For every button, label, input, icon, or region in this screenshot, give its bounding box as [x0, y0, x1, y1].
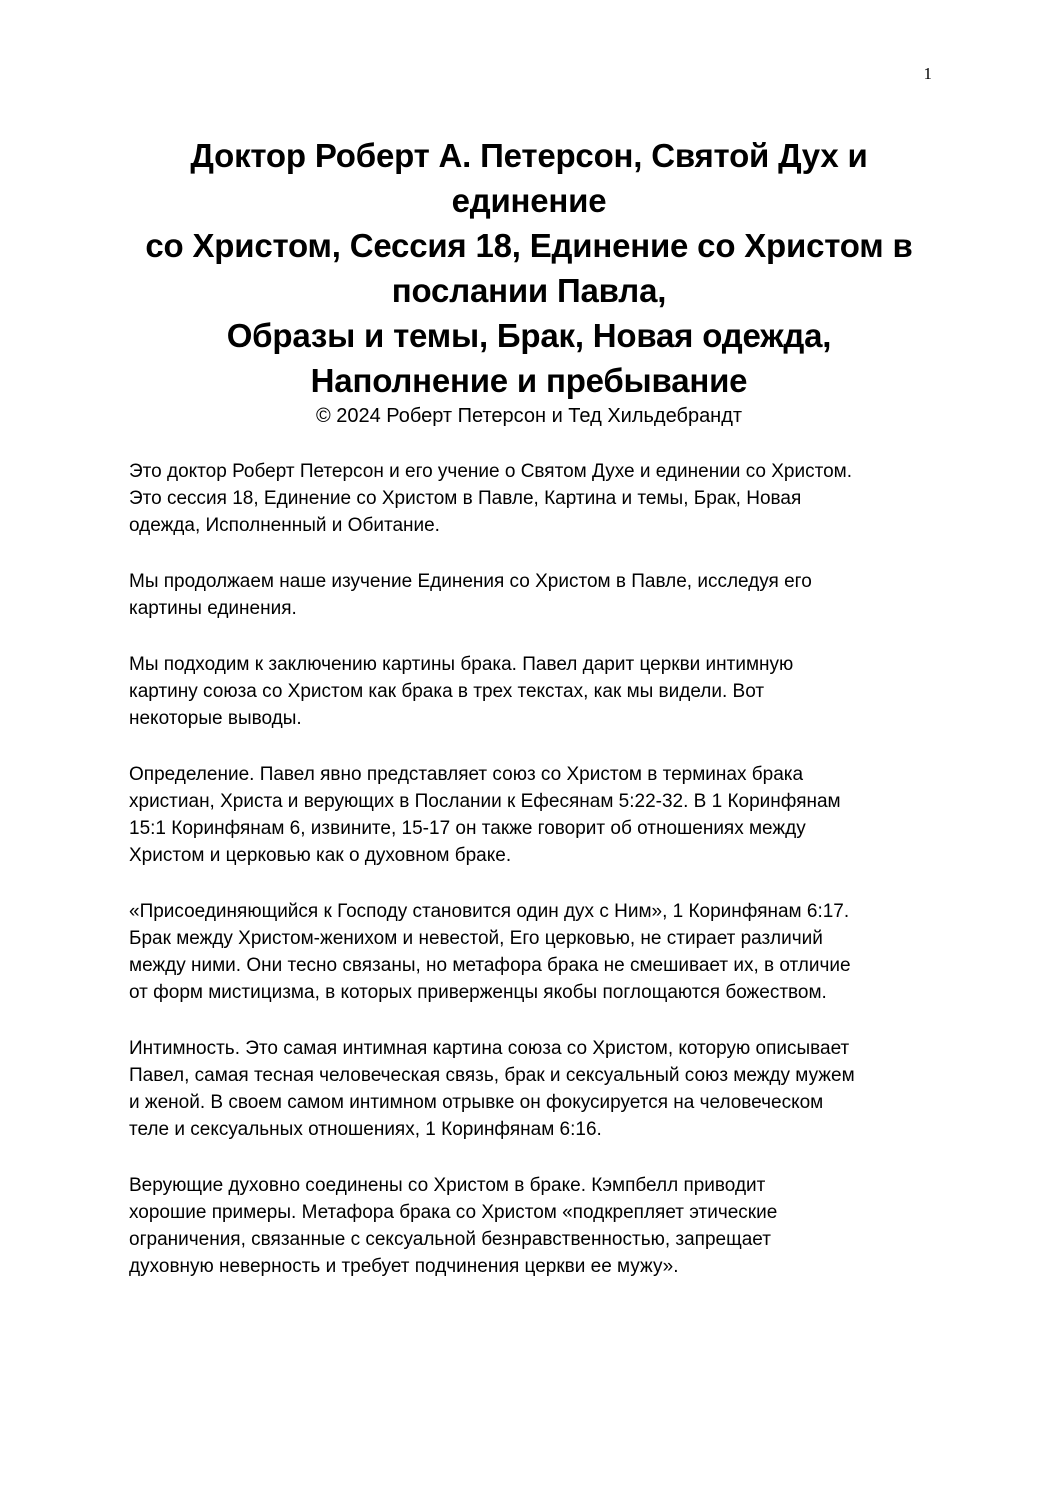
text-line: Это доктор Роберт Петерсон и его учение о Святом Духе и единении со Христом. [129, 461, 853, 482]
text-line: христиан, Христа и верующих в Послании к Ефесянам 5:22-32. В 1 Коринфянам [129, 791, 841, 812]
text-line: некоторые выводы. [129, 708, 302, 729]
document-header [100, 133, 958, 429]
text-line: хорошие примеры. Метафора брака со Христом «подкрепляет этические [129, 1202, 778, 1223]
text-line: картину союза со Христом как брака в трех текстах, как мы видели. Вот [129, 681, 765, 702]
text-line: Мы подходим к заключению картины брака. Павел дарит церкви интимную [129, 654, 794, 675]
text-line: теле и сексуальных отношениях, 1 Коринфянам 6:16. [129, 1119, 602, 1140]
page-number: 1 [923, 64, 932, 83]
text-line: одежда, Исполненный и Обитание. [129, 515, 440, 536]
text-line: Брак между Христом-женихом и невестой, Его церковью, не стирает различий [129, 928, 823, 949]
title-line: единение [451, 182, 607, 219]
title-line: послании Павла, [391, 272, 667, 309]
text-line: между ними. Они тесно связаны, но метафора брака не смешивает их, в отличие [129, 955, 851, 976]
title-line: Доктор Роберт А. Петерсон, Святой Дух и [190, 137, 868, 174]
copyright-notice: © 2024 Роберт Петерсон и Тед Хильдебрандт [315, 405, 743, 427]
text-line: «Присоединяющийся к Господу становится один дух с Ним», 1 Коринфянам 6:17. [129, 901, 850, 922]
text-line: и женой. В своем самом интимном отрывке он фокусируется на человеческом [129, 1092, 824, 1113]
text-line: картины единения. [129, 598, 297, 619]
paragraph-continue-study [129, 568, 941, 622]
body-text [129, 458, 941, 1309]
paragraph-intimacy [129, 1035, 941, 1143]
text-line: от форм мистицизма, в которых приверженцы якобы поглощаются божеством. [129, 982, 827, 1003]
text-line: Павел, самая тесная человеческая связь, брак и сексуальный союз между мужем [129, 1065, 855, 1086]
text-line: ограничения, связанные с сексуальной безнравственностью, запрещает [129, 1229, 771, 1250]
paragraph-one-spirit [129, 898, 941, 1006]
text-line: духовную неверность и требует подчинения церкви ее мужу». [129, 1256, 679, 1277]
text-line: Верующие духовно соединены со Христом в браке. Кэмпбелл приводит [129, 1175, 766, 1196]
title-line: со Христом, Сессия 18, Единение со Христом в [145, 227, 913, 264]
text-line: Христом и церковью как о духовном браке. [129, 845, 512, 866]
paragraph-definition [129, 761, 941, 869]
paragraph-intro [129, 458, 941, 539]
paragraph-campbell [129, 1172, 941, 1280]
title-line: Наполнение и пребывание [310, 362, 748, 399]
text-line: Определение. Павел явно представляет союз со Христом в терминах брака [129, 764, 804, 785]
text-line: 15:1 Коринфянам 6, извините, 15-17 он также говорит об отношениях между [129, 818, 806, 839]
title-line: Образы и темы, Брак, Новая одежда, [226, 317, 832, 354]
text-line: Это сессия 18, Единение со Христом в Павле, Картина и темы, Брак, Новая [129, 488, 802, 509]
paragraph-marriage-picture [129, 651, 941, 732]
text-line: Мы продолжаем наше изучение Единения со Христом в Павле, исследуя его [129, 571, 812, 592]
text-line: Интимность. Это самая интимная картина союза со Христом, которую описывает [129, 1038, 850, 1059]
